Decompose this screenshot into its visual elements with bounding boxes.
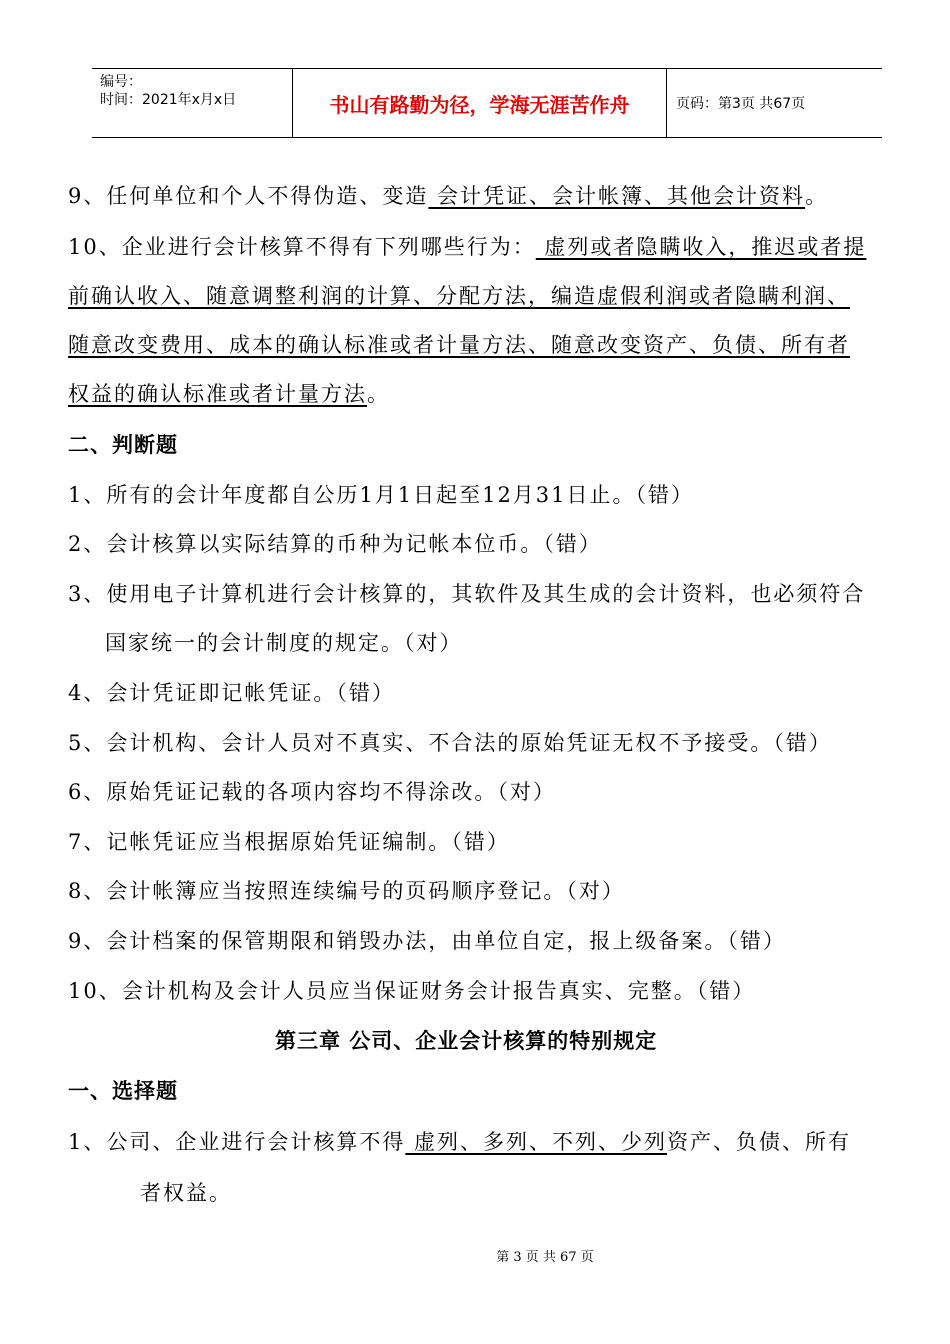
choice-1-suffix: 资产、负债、所有 (667, 1130, 852, 1154)
judgment-3: 3、使用电子计算机进行会计核算的，其软件及其生成的会计资料，也必须符合 (68, 582, 866, 606)
item-10 (68, 231, 866, 261)
section-heading-choice: 一、选择题 (68, 1079, 178, 1103)
item-10-cont-2 (68, 329, 850, 359)
item-9-text: 9、任何单位和个人不得伪造、变造 (68, 184, 429, 208)
judgment-1: 1、所有的会计年度都自公历1月1日起至12月31日止。（错） (68, 483, 695, 507)
judgment-2: 2、会计核算以实际结算的币种为记帐本位币。（错） (68, 532, 602, 556)
number-label: 编号： (100, 74, 142, 90)
choice-1-cont: 者权益。 (140, 1181, 232, 1205)
item-10-answer-3: 随意改变费用、成本的确认标准或者计量方法、随意改变资产、负债、所有者 (68, 333, 850, 357)
judgment-8: 8、会计帐簿应当按照连续编号的页码顺序登记。（对） (68, 879, 625, 903)
judgment-4: 4、会计凭证即记帐凭证。（错） (68, 681, 395, 705)
header-page-label: 页码：第3页 共67页 (676, 96, 806, 112)
item-10-answer-2: 前确认收入、随意调整利润的计算、分配方法，编造虚假利润或者隐瞒利润、 (68, 284, 850, 308)
item-10-cont-1 (68, 280, 850, 310)
item-10-answer-4: 权益的确认标准或者计量方法 (68, 382, 367, 406)
item-10-text: 10、企业进行会计核算不得有下列哪些行为： (68, 235, 536, 259)
judgment-3-cont: 国家统一的会计制度的规定。（对） (105, 631, 463, 655)
judgment-6: 6、原始凭证记载的各项内容均不得涂改。（对） (68, 780, 556, 804)
choice-1-text: 1、公司、企业进行会计核算不得 (68, 1130, 406, 1154)
chapter-title: 第三章 公司、企业会计核算的特别规定 (275, 1029, 658, 1053)
header-info (92, 69, 292, 137)
judgment-10: 10、会计机构及会计人员应当保证财务会计报告真实、完整。（错） (68, 979, 756, 1003)
item-9-suffix: 。 (805, 184, 829, 208)
header-motto: 书山有路勤为径，学海无涯苦作舟 (292, 69, 667, 137)
judgment-7: 7、记帐凭证应当根据原始凭证编制。（错） (68, 830, 510, 854)
item-9-answer: 会计凭证、会计帐簿、其他会计资料 (428, 184, 806, 208)
judgment-9: 9、会计档案的保管期限和销毁办法，由单位自定，报上级备案。（错） (68, 929, 786, 953)
section-heading-judgment: 二、判断题 (68, 433, 178, 457)
item-10-answer: 虚列或者隐瞒收入，推迟或者提 (535, 235, 867, 259)
item-9 (68, 180, 828, 210)
page-footer: 第 3 页 共 67 页 (496, 1250, 594, 1265)
time-label: 时间：2021年x月x日 (100, 92, 237, 108)
judgment-5: 5、会计机构、会计人员对不真实、不合法的原始凭证无权不予接受。（错） (68, 731, 832, 755)
choice-1-answer: 虚列、多列、不列、少列 (405, 1130, 668, 1154)
item-10-suffix: 。 (367, 382, 390, 406)
page-header (92, 68, 882, 138)
choice-1 (68, 1126, 851, 1156)
item-10-cont-3 (68, 378, 390, 408)
